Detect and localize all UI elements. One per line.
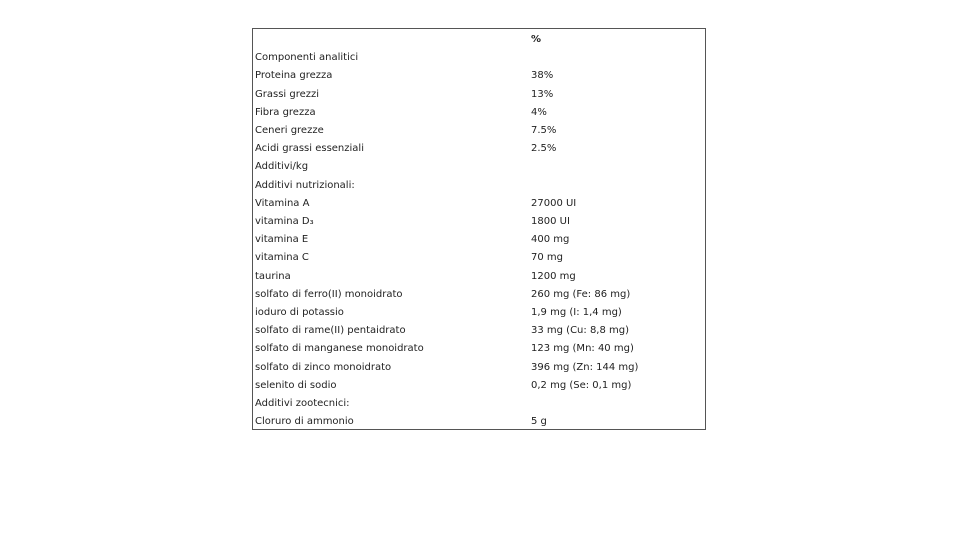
component-name-cell: solfato di manganese monoidrato [255,343,424,355]
component-name-cell: vitamina E [255,234,309,246]
component-name-cell: solfato di ferro(II) monoidrato [255,288,403,300]
component-value-cell: 260 mg (Fe: 86 mg) [531,288,631,300]
table-row [253,195,705,213]
component-value-cell: 7.5% [531,125,557,137]
table-row [253,177,705,195]
table-row [253,49,705,67]
component-name-cell: Ceneri grezze [255,125,324,137]
table-row [253,140,705,158]
table-row [253,377,705,395]
table-row [253,86,705,104]
component-value-cell: 0,2 mg (Se: 0,1 mg) [531,379,632,391]
component-value-cell: 27000 UI [531,197,577,209]
table-header-row [253,31,705,49]
component-name-cell: Additivi zootecnici: [255,398,350,410]
header-cell-percent: % [531,34,542,45]
component-value-cell: 1200 mg [531,270,576,282]
table-row [253,249,705,267]
table-row [253,322,705,340]
table-body [253,49,705,431]
component-name-cell: solfato di rame(II) pentaidrato [255,325,406,337]
nutrition-table [253,31,705,431]
table-row [253,104,705,122]
component-value-cell [529,177,705,195]
component-value-cell: 1800 UI [531,216,570,228]
component-name-cell: Fibra grezza [255,106,316,118]
component-value-cell [529,158,705,176]
component-value-cell [529,395,705,413]
component-value-cell: 13% [531,88,554,100]
table-row [253,395,705,413]
component-value-cell: 123 mg (Mn: 40 mg) [531,343,634,355]
component-name-cell: vitamina D₃ [255,216,314,228]
component-value-cell: 400 mg [531,234,570,246]
component-name-cell: Vitamina A [255,197,310,209]
component-value-cell: 1,9 mg (I: 1,4 mg) [531,307,622,319]
component-name-cell: Componenti analitici [255,52,359,64]
component-value-cell: 4% [531,106,547,118]
component-value-cell: 5 g [531,416,547,428]
component-value-cell: 396 mg (Zn: 144 mg) [531,361,639,373]
component-value-cell: 2.5% [531,143,557,155]
component-name-cell: vitamina C [255,252,309,264]
analytical-components-table [252,28,706,430]
component-name-cell: ioduro di potassio [255,307,344,319]
component-value-cell: 33 mg (Cu: 8,8 mg) [531,325,630,337]
component-name-cell: Additivi nutrizionali: [255,179,355,191]
component-name-cell: taurina [255,270,291,282]
table-row [253,122,705,140]
component-name-cell: Additivi/kg [255,161,309,173]
component-name-cell: Acidi grassi essenziali [255,143,364,155]
component-value-cell: 38% [531,70,554,82]
component-name-cell: Grassi grezzi [255,88,320,100]
component-value-cell [529,49,705,67]
table-row [253,340,705,358]
table-row [253,158,705,176]
component-name-cell: solfato di zinco monoidrato [255,361,392,373]
table-row [253,359,705,377]
table-row [253,213,705,231]
component-value-cell: 70 mg [531,252,563,264]
table-row [253,67,705,85]
header-cell-name [253,31,529,49]
table-row [253,268,705,286]
component-name-cell: Proteina grezza [255,70,333,82]
component-name-cell: Cloruro di ammonio [255,416,354,428]
table-row [253,286,705,304]
component-name-cell: selenito di sodio [255,379,337,391]
table-row [253,413,705,431]
table-row [253,304,705,322]
table-row [253,231,705,249]
